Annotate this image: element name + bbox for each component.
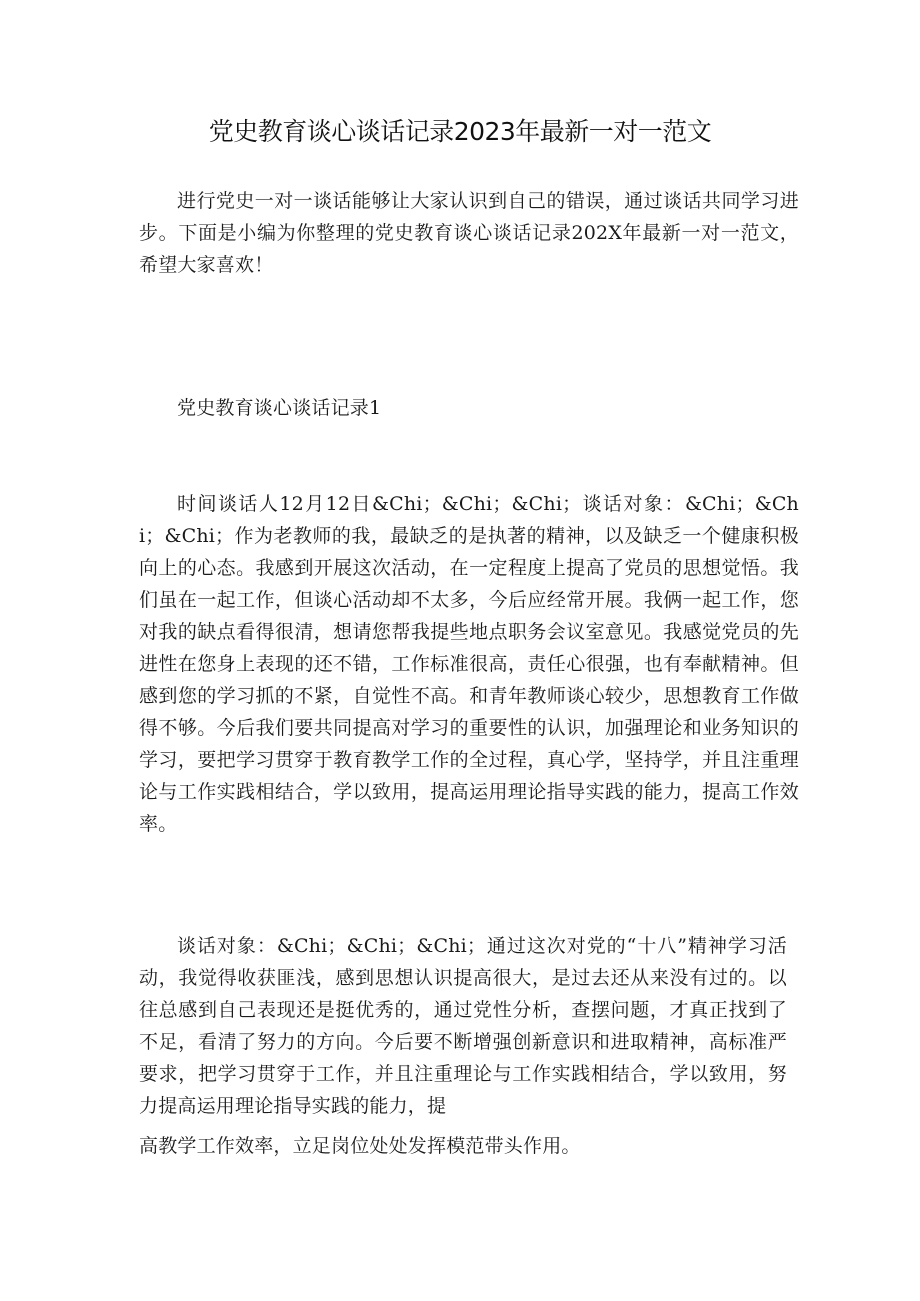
section-heading: 党史教育谈心谈话记录1 xyxy=(177,397,382,419)
body-paragraph-2-continued: 高教学工作效率，立足岗位处处发挥模范带头作用。 xyxy=(139,1135,581,1157)
body-paragraph-1: 时间谈话人12月12日&Chi；&Chi；&Chi；谈话对象：&Chi；&Chi；&Chi；作为老教师的我，最缺乏的是执著的精神，以及缺乏一个健康积极向上的心态。我感到开展这次活动，在一定程度上提高了党员的思想觉悟。我们虽在一起工作，但谈心活动却不太多，今后应经常开展。我俩一起工作，您对我的缺点看得很清，想请您帮我提些地点职务会议室意见。我感觉党员的先进性在您身上表现的还不错，工作标准很高，责任心很强，也有奉献精神。但感到您的学习抓的不紧，自觉性不高。和青年教师谈心较少，思想教育工作做得不够。今后我们要共同提高对学习的重要性的认识，加强理论和业务知识的学习，要把学习贯穿于教育教学工作的全过程，真心学，坚持学，并且注重理论与工作实践相结合，学以致用，提高运用理论指导实践的能力，提高工作效率。 xyxy=(139,493,799,835)
intro-paragraph: 进行党史一对一谈话能够让大家认识到自己的错误，通过谈话共同学习进步。下面是小编为你整理的党史教育谈心谈话记录202X年最新一对一范文，希望大家喜欢！ xyxy=(139,190,799,276)
body-paragraph-2: 谈话对象：&Chi；&Chi；&Chi；通过这次对党的“十八”精神学习活动，我觉得收获匪浅，感到思想认识提高很大，是过去还从来没有过的。以往总感到自己表现还是挺优秀的，通过党性分析，查摆问题，才真正找到了不足，看清了努力的方向。今后要不断增强创新意识和进取精神，高标准严要求，把学习贯穿于工作，并且注重理论与工作实践相结合，学以致用，努力提高运用理论指导实践的能力，提 xyxy=(139,935,787,1117)
document-title: 党史教育谈心谈话记录2023年最新一对一范文 xyxy=(208,117,712,146)
